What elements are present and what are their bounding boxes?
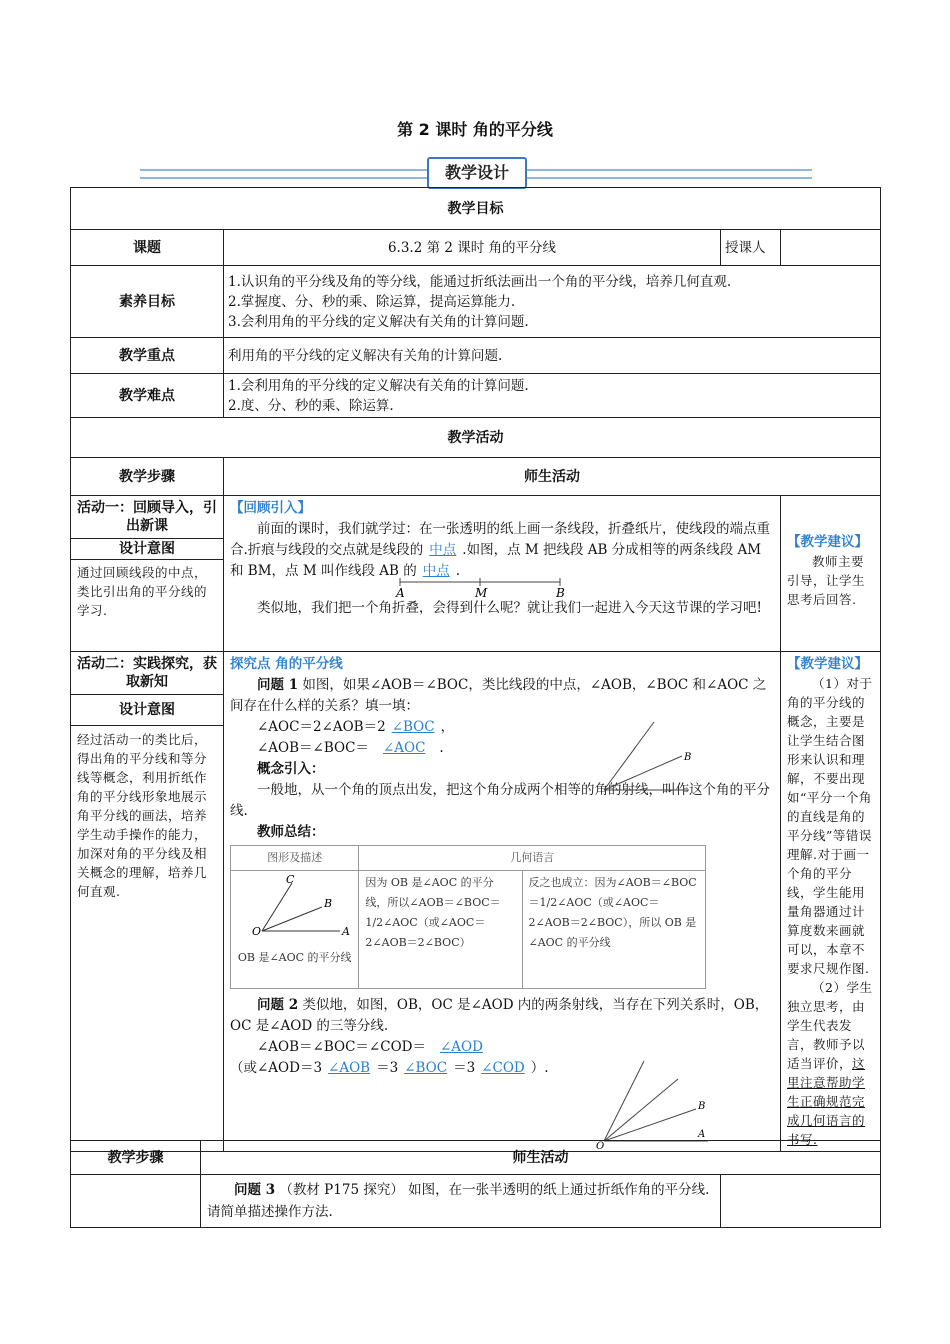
ray-ob [604, 756, 682, 790]
point-b-label: B [323, 897, 332, 910]
literacy-label: 素养目标 [71, 266, 224, 338]
goals-header: 教学目标 [71, 188, 881, 230]
teacher-value[interactable] [781, 230, 881, 266]
text-run: .如图，点 M 把线段 AB 分成相等的两条线段 AM 和 BM，点 M 叫作线段 AB 的 [230, 542, 762, 579]
question2 [230, 995, 774, 1037]
activity1-content [224, 496, 781, 652]
point-o-label: O [251, 925, 261, 938]
text-run: ∠AOB＝∠BOC＝∠COD＝ [257, 1039, 426, 1055]
question1 [230, 675, 774, 717]
point-m-label: M [475, 586, 488, 598]
activity1-tip [781, 496, 881, 652]
activity1-name: 活动一：回顾导入，引出新课 [77, 500, 217, 534]
text-run: （或∠AOD＝3 [230, 1060, 323, 1076]
point-c-label: C [285, 873, 295, 886]
steps-label: 教学步骤 [71, 458, 224, 496]
question-label: 问题 1 [257, 677, 299, 693]
text-run: . [455, 563, 460, 579]
text-run: ∠AOC＝2∠AOB＝2 [257, 719, 386, 735]
text-run: （2）学生独立思考，由学生代表发言，教师予以适当评价， [787, 980, 873, 1071]
activities-header: 教学活动 [71, 418, 881, 458]
difficulty-label: 教学难点 [71, 374, 224, 418]
literacy-goals [224, 266, 881, 338]
activity1-tag: 【回顾引入】 [230, 500, 311, 516]
answer-blank[interactable]: ∠COD [481, 1060, 525, 1076]
text-run: ∠AOB＝∠BOC＝ [257, 740, 369, 756]
angle-figure-3 [596, 1057, 716, 1149]
literacy-item: 3.会利用角的平分线的定义解决有关角的计算问题. [228, 314, 529, 330]
activity1-paragraph [230, 519, 774, 582]
question-text: 如图，如果∠AOB＝∠BOC，类比线段的中点，∠AOB，∠BOC 和∠AOC 之间存在什么样的关系？填一填： [230, 677, 767, 714]
difficulty-item: 2.度、分、秒的乘、除运算. [228, 397, 394, 414]
activity1-intent: 通过回顾线段的中点，类比引出角的平分线的学习. [71, 559, 223, 623]
text-run: ＝3 [453, 1060, 476, 1076]
point-o-label: O [596, 1141, 605, 1149]
activity2-tag: 探究点 角的平分线 [230, 656, 343, 672]
activity2-tip [781, 652, 881, 1152]
def-head-figure: 图形及描述 [231, 846, 359, 871]
def-head-language: 几何语言 [359, 846, 706, 871]
activity1-transition: 类似地，我们把一个角折叠，会得到什么呢？就让我们一起进入今天这节课的学习吧! [257, 600, 762, 616]
topic-label: 课题 [71, 230, 224, 266]
activity2-left [71, 652, 224, 1152]
question-text: （教材 P175 探究） 如图，在一张半透明的纸上通过折纸作角的平分线.请简单描述操作方法. [207, 1182, 710, 1220]
teacher-student-label: 师生活动 [224, 458, 881, 496]
def-language-1: 因为 OB 是∠AOC 的平分线，所以∠AOB＝∠BOC＝1/2∠AOC（或∠AOC＝2∠AOB＝2∠BOC） [359, 871, 522, 989]
point-b-label: B [556, 586, 565, 598]
ray-oc [604, 1079, 678, 1141]
question3 [201, 1175, 721, 1228]
concept-text: 一般地，从一个角的顶点出发，把这个角分成两个相等的角的射线，叫作这个角的平分线. [230, 782, 770, 819]
tip-text-1: （1）对于角的平分线的概念，主要是让学生结合图形来认识和理解，不要出现如“平分一个角的直线是角的平分线”等错误理解.对于画一个角的平分线，学生能用量角器通过计算度数来画就可以，本章不要求尺规作图. [787, 676, 873, 976]
difficulty-value [224, 374, 881, 418]
activity2-name: 活动二：实践探究，获取新知 [77, 656, 217, 690]
point-a-label: A [341, 925, 350, 938]
point-b-label: B [698, 1101, 706, 1112]
answer-blank[interactable]: ∠BOC [404, 1060, 448, 1076]
ray-oc [604, 722, 654, 790]
section-banner: 教学设计 [427, 157, 527, 189]
definition-table [230, 845, 706, 989]
tip-cell [721, 1175, 881, 1228]
answer-blank[interactable]: 中点 [429, 542, 457, 558]
question-text: 类似地，如图，OB，OC 是∠AOD 内的两条射线，当存在下列关系时，OB，OC 是∠AOD 的三等分线. [230, 997, 769, 1034]
ray-oc [262, 883, 292, 931]
literacy-item: 1.认识角的平分线及角的等分线，能通过折纸法画出一个角的平分线，培养几何直观. [228, 274, 732, 290]
answer-blank[interactable]: ∠AOD [439, 1039, 483, 1055]
topic-value: 6.3.2 第 2 课时 角的平分线 [224, 230, 721, 266]
tip-label: 【教学建议】 [787, 656, 868, 672]
tip-text-2 [787, 978, 874, 1149]
question-label: 问题 2 [257, 997, 299, 1013]
text-run: 前面的课时，我们就学过：在一张透明的纸上画一条线段，折叠纸片，使线段的端点重合.折痕与线段的交点就是线段的 [230, 521, 770, 558]
steps-cell [71, 1175, 201, 1228]
tip-text: 教师主要引导，让学生思考后回答. [787, 554, 866, 607]
text-run: . [439, 740, 444, 756]
concept-label: 概念引入： [257, 761, 325, 777]
angle-figure-1 [594, 716, 704, 796]
page-title: 第 2 课时 角的平分线 [397, 120, 553, 139]
steps-label: 教学步骤 [71, 1141, 201, 1175]
point-b-label: B [684, 752, 692, 763]
answer-blank[interactable]: 中点 [422, 563, 450, 579]
activity1-left [71, 496, 224, 652]
lesson-table [70, 187, 881, 1152]
text-run: 这里注意帮助学生正确规范完成几何语言的书写. [787, 1056, 866, 1147]
def-language-2: 反之也成立：因为∠AOB＝∠BOC＝1/2∠AOC（或∠AOC＝2∠AOB＝2∠BOC），所以 OB 是∠AOC 的平分线 [522, 871, 706, 989]
answer-blank[interactable]: ∠BOC [391, 719, 435, 735]
point-a-label: A [698, 1129, 706, 1140]
text-run: ， [440, 719, 455, 735]
text-run: ）. [530, 1060, 549, 1076]
continuation-table [70, 1140, 881, 1228]
teacher-label: 授课人 [721, 230, 781, 266]
answer-blank[interactable]: ∠AOB [328, 1060, 371, 1076]
question-label: 问题 3 [234, 1182, 276, 1198]
summary-label: 教师总结： [257, 824, 325, 840]
activity2-intent-label: 设计意图 [71, 694, 223, 725]
activity1-intent-label: 设计意图 [71, 538, 223, 559]
def-figure-caption: OB 是∠AOC 的平分线 [237, 951, 352, 964]
difficulty-item: 1.会利用角的平分线的定义解决有关角的计算问题. [228, 377, 529, 394]
literacy-item: 2.掌握度、分、秒的乘、除运算，提高运算能力. [228, 294, 516, 310]
activity2-content [224, 652, 781, 1152]
equation3 [230, 1037, 774, 1058]
angle-figure-2 [240, 873, 350, 943]
answer-blank[interactable]: ∠AOC [382, 740, 426, 756]
activity2-intent: 经过活动一的类比后，得出角的平分线和等分线等概念，利用折纸作角的平分线形象地展示角平分线的画法，培养学生动手操作的能力，加深对角的平分线及相关概念的理解，培养几何直观. [71, 725, 223, 905]
point-a-label: A [396, 586, 405, 598]
ray-ob [262, 907, 322, 931]
key-value: 利用角的平分线的定义解决有关角的计算问题. [224, 338, 881, 374]
tip-label: 【教学建议】 [787, 534, 868, 550]
text-run: ＝3 [376, 1060, 399, 1076]
teacher-student-label: 师生活动 [201, 1141, 881, 1175]
key-label: 教学重点 [71, 338, 224, 374]
def-figure-cell [231, 871, 359, 989]
